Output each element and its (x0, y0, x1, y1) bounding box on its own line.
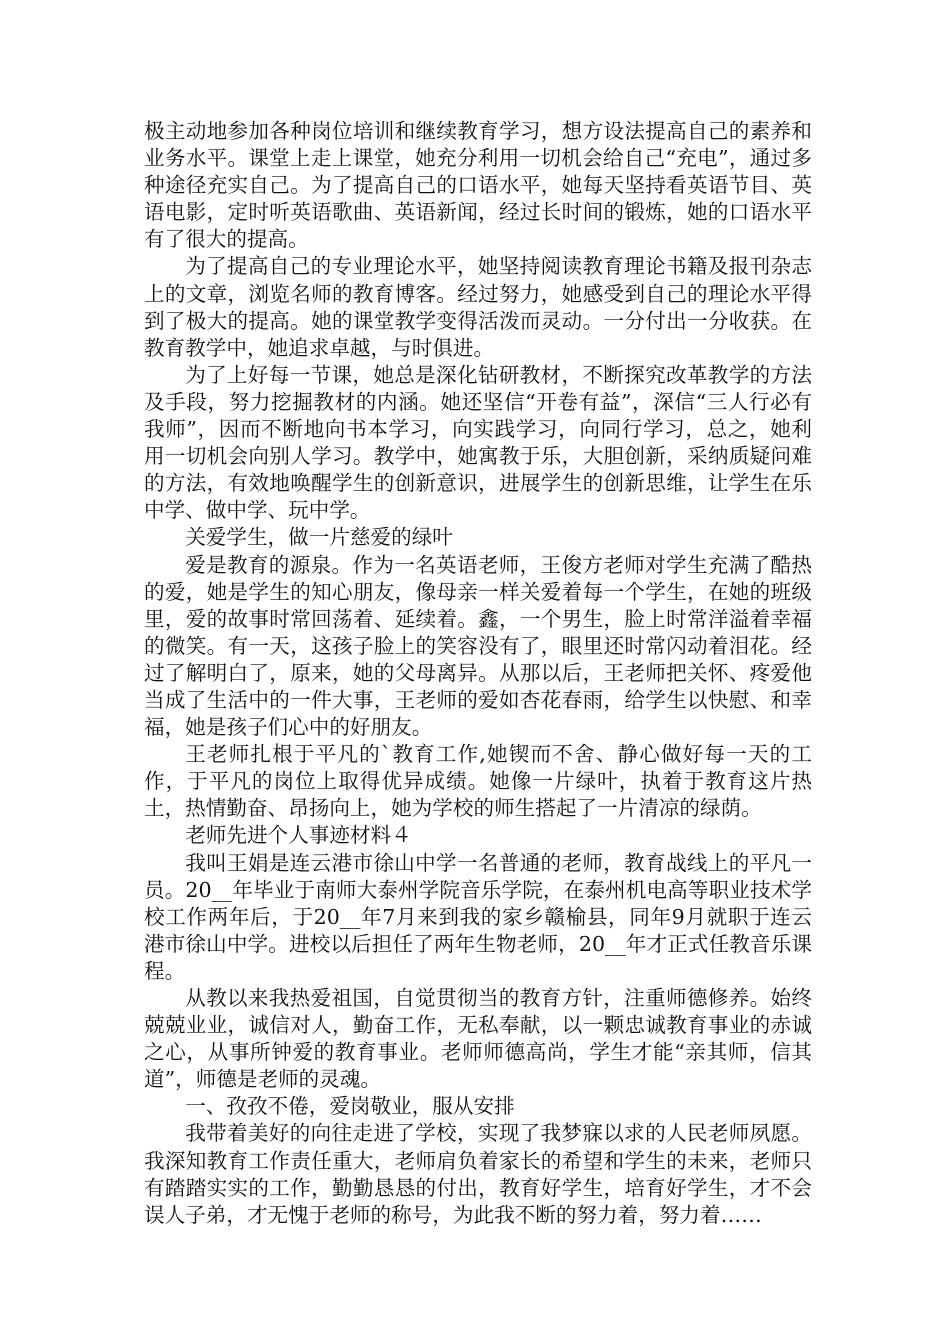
paragraph-6: 我叫王娟是连云港市徐山中学一名普通的老师，教育战线上的平凡一员。20__年毕业于南师大泰州学院音乐学院，在泰州机电高等职业技术学校工作两年后，于20__年7月来到我的家乡赣榆县，同年9月就职于连云港市徐山中学。进校以后担任了两年生物老师，20__年才正式任教音乐课程。 (144, 850, 812, 983)
paragraph-4: 爱是教育的源泉。作为一名英语老师，王俊方老师对学生充满了酷热的爱，她是学生的知心朋友，像母亲一样关爱着每一个学生，在她的班级里，爱的故事时常回荡着、延续着。鑫，一个男生，脸上时常洋溢着幸福的微笑。有一天，这孩子脸上的笑容没有了，眼里还时常闪动着泪花。经过了解明白了，原来，她的父母离异。从那以后，王老师把关怀、疼爱他当成了生活中的一件大事，王老师的爱如杏花春雨，给学生以快慰、和幸福，她是孩子们心中的好朋友。 (144, 552, 812, 740)
section-heading-material-4: 老师先进个人事迹材料４ (185, 823, 412, 848)
section-heading-dedication: 一、孜孜不倦，爱岗敬业，服从安排 (185, 1094, 515, 1119)
section-heading-care-students: 关爱学生，做一片慈爱的绿叶 (185, 525, 453, 550)
document-body (144, 118, 812, 1229)
paragraph-7: 从教以来我热爱祖国，自觉贯彻当的教育方针，注重师德修养。始终兢兢业业，诚信对人，勤奋工作，无私奉献，以一颗忠诚教育事业的赤诚之心，从事所钟爱的教育事业。老师师德高尚，学生才能“亲其师，信其道”，师德是老师的灵魂。 (144, 986, 812, 1092)
paragraph-3: 为了上好每一节课，她总是深化钻研教材，不断探究改革教学的方法及手段，努力挖掘教材的内涵。她还坚信“开卷有益”，深信“三人行必有我师”，因而不断地向书本学习，向实践学习，向同行学习，总之，她利用一切机会向别人学习。教学中，她寓教于乐，大胆创新，采纳质疑问难的方法，有效地唤醒学生的创新意识，进展学生的创新思维，让学生在乐中学、做中学、玩中学。 (144, 362, 812, 523)
paragraph-8: 我带着美好的向往走进了学校，实现了我梦寐以求的人民老师夙愿。我深知教育工作责任重大，老师肩负着家长的希望和学生的未来，老师只有踏踏实实的工作，勤勤恳恳的付出，教育好学生，培育好学生，才不会误人子弟，才无愧于老师的称号，为此我不断的努力着，努力着…… (144, 1121, 812, 1227)
paragraph-5: 王老师扎根于平凡的`教育工作,她锲而不舍、静心做好每一天的工作，于平凡的岗位上取得优异成绩。她像一片绿叶，执着于教育这片热土，热情勤奋、昂扬向上，她为学校的师生搭起了一片清凉的绿荫。 (144, 742, 812, 821)
paragraph-1: 极主动地参加各种岗位培训和继续教育学习，想方设法提高自己的素养和业务水平。课堂上走上课堂，她充分利用一切机会给自己“充电”，通过多种途径充实自己。为了提高自己的口语水平，她每天坚持看英语节目、英语电影，定时听英语歌曲、英语新闻，经过长时间的锻炼，她的口语水平有了很大的提高。 (144, 119, 812, 252)
paragraph-2: 为了提高自己的专业理论水平，她坚持阅读教育理论书籍及报刊杂志上的文章，浏览名师的教育博客。经过努力，她感受到自己的理论水平得到了极大的提高。她的课堂教学变得活泼而灵动。一分付出一分收获。在教育教学中，她追求卓越，与时俱进。 (144, 254, 812, 360)
